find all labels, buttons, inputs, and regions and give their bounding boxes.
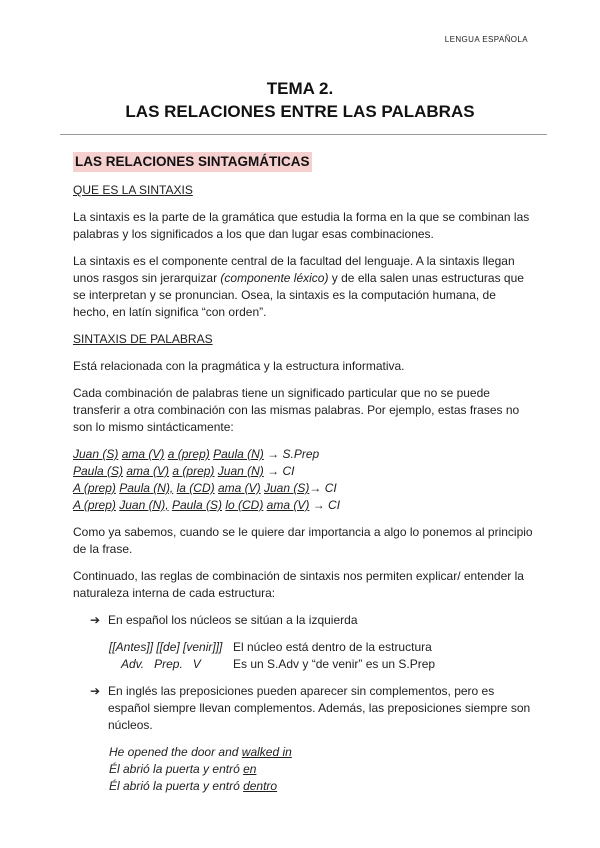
example-text: Él abrió la puerta y entró (109, 762, 244, 776)
english-example-line (109, 778, 533, 795)
title-divider (60, 134, 547, 135)
structure-explanation-2: Es un S.Adv y “de venir” es un S.Prep (233, 657, 436, 671)
example-part: Paula (N), (119, 481, 174, 495)
bullet-item-preposiciones (90, 683, 533, 734)
example-part: Juan (S) (264, 481, 310, 495)
example-part: ama (V) (266, 498, 310, 512)
arrow-bullet-icon: ➔ (90, 613, 101, 627)
example-text: Él abrió la puerta y entró (109, 779, 244, 793)
subject-header: LENGUA ESPAÑOLA (444, 35, 528, 44)
english-example-line (109, 761, 533, 778)
example-result: → CI (267, 464, 295, 478)
example-line (73, 480, 533, 497)
paragraph-component-text-a: La sintaxis es el componente central de la facultad del lenguaje. A la sintaxis llegan unos rasgos sin jerarquizar (73, 254, 515, 285)
example-result: → CI (309, 481, 337, 495)
paragraph-component (73, 253, 533, 321)
example-part: a (prep) (167, 447, 210, 461)
example-part: Juan (N), (119, 498, 169, 512)
example-part: ama (V) (121, 447, 165, 461)
example-part: Paula (S) (73, 464, 124, 478)
english-example-line (109, 744, 533, 761)
section-heading: LAS RELACIONES SINTAGMÁTICAS (73, 152, 312, 172)
english-examples (109, 744, 533, 795)
paragraph-reglas: Continuado, las reglas de combinación de sintaxis nos permiten explicar/ entender la naturaleza interna de cada estructura: (73, 569, 524, 600)
example-part: la (CD) (176, 481, 215, 495)
example-part: lo (CD) (225, 498, 264, 512)
subheading-que-es-la-sintaxis: QUE ES LA SINTAXIS (73, 183, 193, 197)
paragraph-component-italic: (componente léxico) (220, 271, 329, 285)
paragraph-definition: La sintaxis es la parte de la gramática que estudia la forma en la que se combinan las palabras y los significados a los que dan lugar esas combinaciones. (73, 210, 530, 241)
example-text: He opened the door and (109, 745, 242, 759)
bullet-text: En español los núcleos se sitúan a la izquierda (108, 613, 358, 627)
bullet-text: En inglés las preposiciones pueden aparecer sin complementos, pero es español siempre llevan complementos. Además, las preposiciones siempre son núcleos. (108, 684, 531, 732)
title-line-1: TEMA 2. (266, 79, 334, 98)
structure-categories: Adv. Prep. V (121, 657, 201, 671)
example-line (73, 497, 533, 514)
example-part: ama (V) (126, 464, 170, 478)
example-line (73, 463, 533, 480)
structure-explanation-1: El núcleo está dentro de la estructura (233, 640, 432, 654)
bullet-item-nucleos (90, 612, 533, 629)
example-part: ama (V) (217, 481, 261, 495)
example-part: A (prep) (73, 498, 116, 512)
document-title (0, 77, 600, 123)
document-body (73, 152, 533, 805)
example-underlined: walked in (241, 745, 292, 759)
structure-brackets: [[Antes]] [[de] [venir]]] (109, 640, 223, 654)
example-sentences (73, 446, 533, 514)
structure-example (109, 639, 533, 673)
title-line-2: LAS RELACIONES ENTRE LAS PALABRAS (125, 102, 475, 121)
example-part: A (prep) (73, 481, 116, 495)
paragraph-combinacion: Cada combinación de palabras tiene un significado particular que no se puede transferir a otra combinación con las mismas palabras. Por ejemplo, estas frases no son lo mismo sintácticamente: (73, 386, 520, 434)
example-part: Paula (N) (213, 447, 264, 461)
example-result: → S.Prep (267, 447, 320, 461)
example-underlined: dentro (243, 779, 278, 793)
arrow-bullet-icon: ➔ (90, 684, 101, 698)
subheading-sintaxis-de-palabras: SINTAXIS DE PALABRAS (73, 332, 213, 346)
example-result: → CI (312, 498, 341, 512)
example-part: Juan (S) (73, 447, 119, 461)
paragraph-importancia: Como ya sabemos, cuando se le quiere dar importancia a algo lo ponemos al principio de la frase. (73, 525, 533, 556)
paragraph-pragmatica: Está relacionada con la pragmática y la estructura informativa. (73, 359, 405, 373)
example-part: Paula (S) (171, 498, 222, 512)
example-underlined: en (243, 762, 257, 776)
paragraph-component-text-c: y de ella salen unas estructuras que se interpretan y se pronuncian. Osea, la sintaxis es la computación humana, de hecho, en latín significa “con orden”. (73, 271, 524, 319)
example-part: Juan (N) (217, 464, 264, 478)
example-part: a (prep) (172, 464, 215, 478)
example-line (73, 446, 533, 463)
